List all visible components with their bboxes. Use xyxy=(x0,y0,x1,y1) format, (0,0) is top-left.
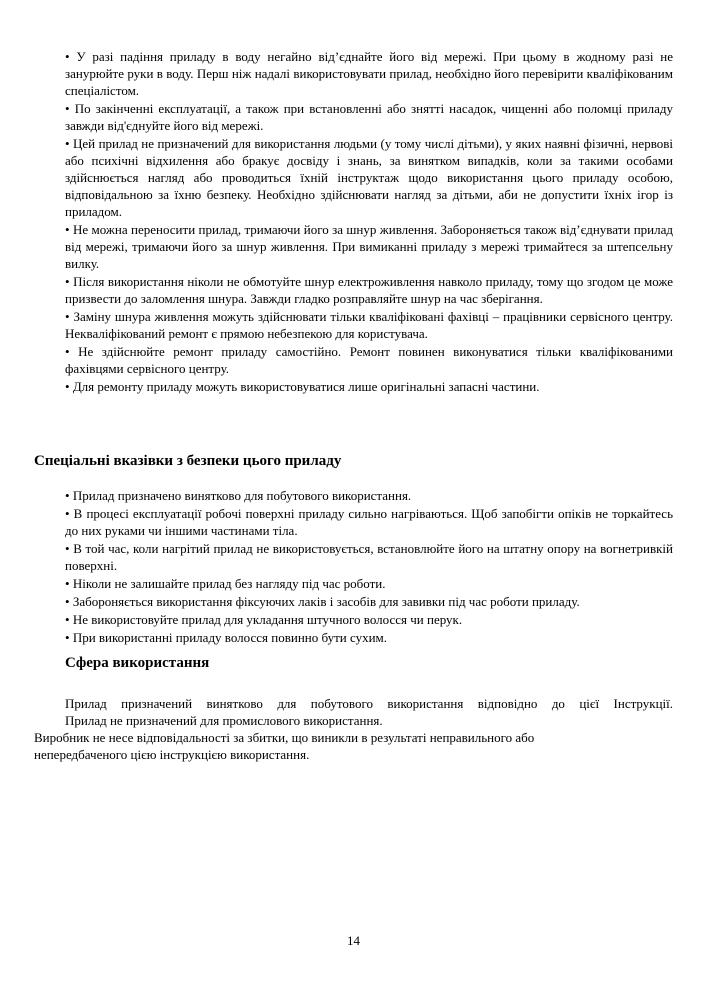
list-item xyxy=(65,629,673,646)
usage-paragraph: Прилад призначений винятково для побутового використання відповідно до цієї Інструкції. xyxy=(65,696,673,711)
list-item xyxy=(65,221,673,272)
bullet-icon: • xyxy=(65,506,70,521)
general-safety-list xyxy=(65,48,673,396)
bullet-icon: • xyxy=(65,576,70,591)
list-item-text: Після використання ніколи не обмотуйте шнур електроживлення навколо приладу, тому що згодом це може призвести до заломлення шнура. Завжди гладко розправляйте шнур на час зберігання. xyxy=(65,274,673,306)
bullet-icon: • xyxy=(65,101,70,116)
list-item xyxy=(65,135,673,220)
list-item-text: Заміну шнура живлення можуть здійснювати тільки кваліфіковані фахівці – працівники сервісного центру. Некваліфікований ремонт є прямою небезпекою для користувача. xyxy=(65,309,673,341)
list-item xyxy=(65,611,673,628)
liability-line: непередбаченого цією інструкцією використання. xyxy=(34,747,310,762)
list-item-text: Не здійснюйте ремонт приладу самостійно. Ремонт повинен виконуватися тільки кваліфікованими фахівцями сервісного центру. xyxy=(65,344,674,376)
special-safety-list xyxy=(65,487,673,647)
page-number: 14 xyxy=(347,933,360,948)
list-item-text: В той час, коли нагрітий прилад не використовується, встановлюйте його на штатну опору на вогнетривкій поверхні. xyxy=(65,541,673,573)
list-item-text: Прилад призначено винятково для побутового використання. xyxy=(72,488,412,503)
liability-line: Виробник не несе відповідальності за збитки, що виникли в результаті неправильного або xyxy=(34,730,535,745)
bullet-icon: • xyxy=(65,344,70,359)
list-item-text: У разі падіння приладу в воду негайно від’єднайте його від мережі. При цьому в жодному разі не занурюйте руки в воду. Перш ніж надалі використовувати прилад, необхідно його перевірити кваліфікованим спеціалістом. xyxy=(65,49,673,98)
list-item xyxy=(65,273,673,307)
list-item xyxy=(65,308,673,342)
bullet-icon: • xyxy=(65,136,70,151)
bullet-icon: • xyxy=(65,222,70,237)
list-item-text: Забороняється використання фіксуючих лаків і засобів для завивки під час роботи приладу. xyxy=(72,594,580,609)
bullet-icon: • xyxy=(65,379,70,394)
list-item xyxy=(65,575,673,592)
list-item-text: Для ремонту приладу можуть використовуватися лише оригінальні запасні частини. xyxy=(72,379,540,394)
bullet-icon: • xyxy=(65,49,70,64)
list-item-text: Цей прилад не призначений для використання людьми (у тому числі дітьми), у яких наявні фізичні, нервові або психічні відхилення або бракує досвіду і знань, за винятком випадків, коли за такими особами здійснюється нагляд або проводиться їхній інструктаж щодо використання цього приладу особою, відповідальною за їхню безпеку. Необхідно здійснювати нагляд за дітьми, аби не допустити їхніх ігор із приладом. xyxy=(65,136,673,219)
list-item-text: Не можна переносити прилад, тримаючи його за шнур живлення. Забороняється також від’єднувати прилад від мережі, тримаючи його за шнур живлення. При вимиканні приладу з мережі тримайтеся за штепсельну вилку. xyxy=(65,222,674,271)
bullet-icon: • xyxy=(65,488,70,503)
bullet-icon: • xyxy=(65,309,70,324)
list-item xyxy=(65,378,673,395)
list-item-text: Не використовуйте прилад для укладання штучного волосся чи перук. xyxy=(72,612,463,627)
special-safety-heading: Спеціальні вказівки з безпеки цього приладу xyxy=(34,453,342,469)
list-item xyxy=(65,343,673,377)
list-item xyxy=(65,100,673,134)
bullet-icon: • xyxy=(65,612,70,627)
list-item xyxy=(65,540,673,574)
list-item-text: В процесі експлуатації робочі поверхні приладу сильно нагріваються. Щоб запобігти опіків не торкайтесь до них руками чи іншими частинами тіла. xyxy=(65,506,673,538)
bullet-icon: • xyxy=(65,594,70,609)
list-item xyxy=(65,48,673,99)
list-item xyxy=(65,505,673,539)
list-item xyxy=(65,593,673,610)
list-item-text: По закінченні експлуатації, а також при встановленні або знятті насадок, чищенні або поломці приладу завжди від'єднуйте його від мережі. xyxy=(65,101,674,133)
list-item-text: При використанні приладу волосся повинно бути сухим. xyxy=(72,630,388,645)
usage-heading: Сфера використання xyxy=(65,655,210,671)
list-item-text: Ніколи не залишайте прилад без нагляду під час роботи. xyxy=(72,576,386,591)
bullet-icon: • xyxy=(65,541,70,556)
list-item xyxy=(65,487,673,504)
usage-paragraph: Прилад не призначений для промислового використання. xyxy=(65,713,383,728)
usage-section xyxy=(34,695,673,763)
bullet-icon: • xyxy=(65,274,70,289)
bullet-icon: • xyxy=(65,630,70,645)
